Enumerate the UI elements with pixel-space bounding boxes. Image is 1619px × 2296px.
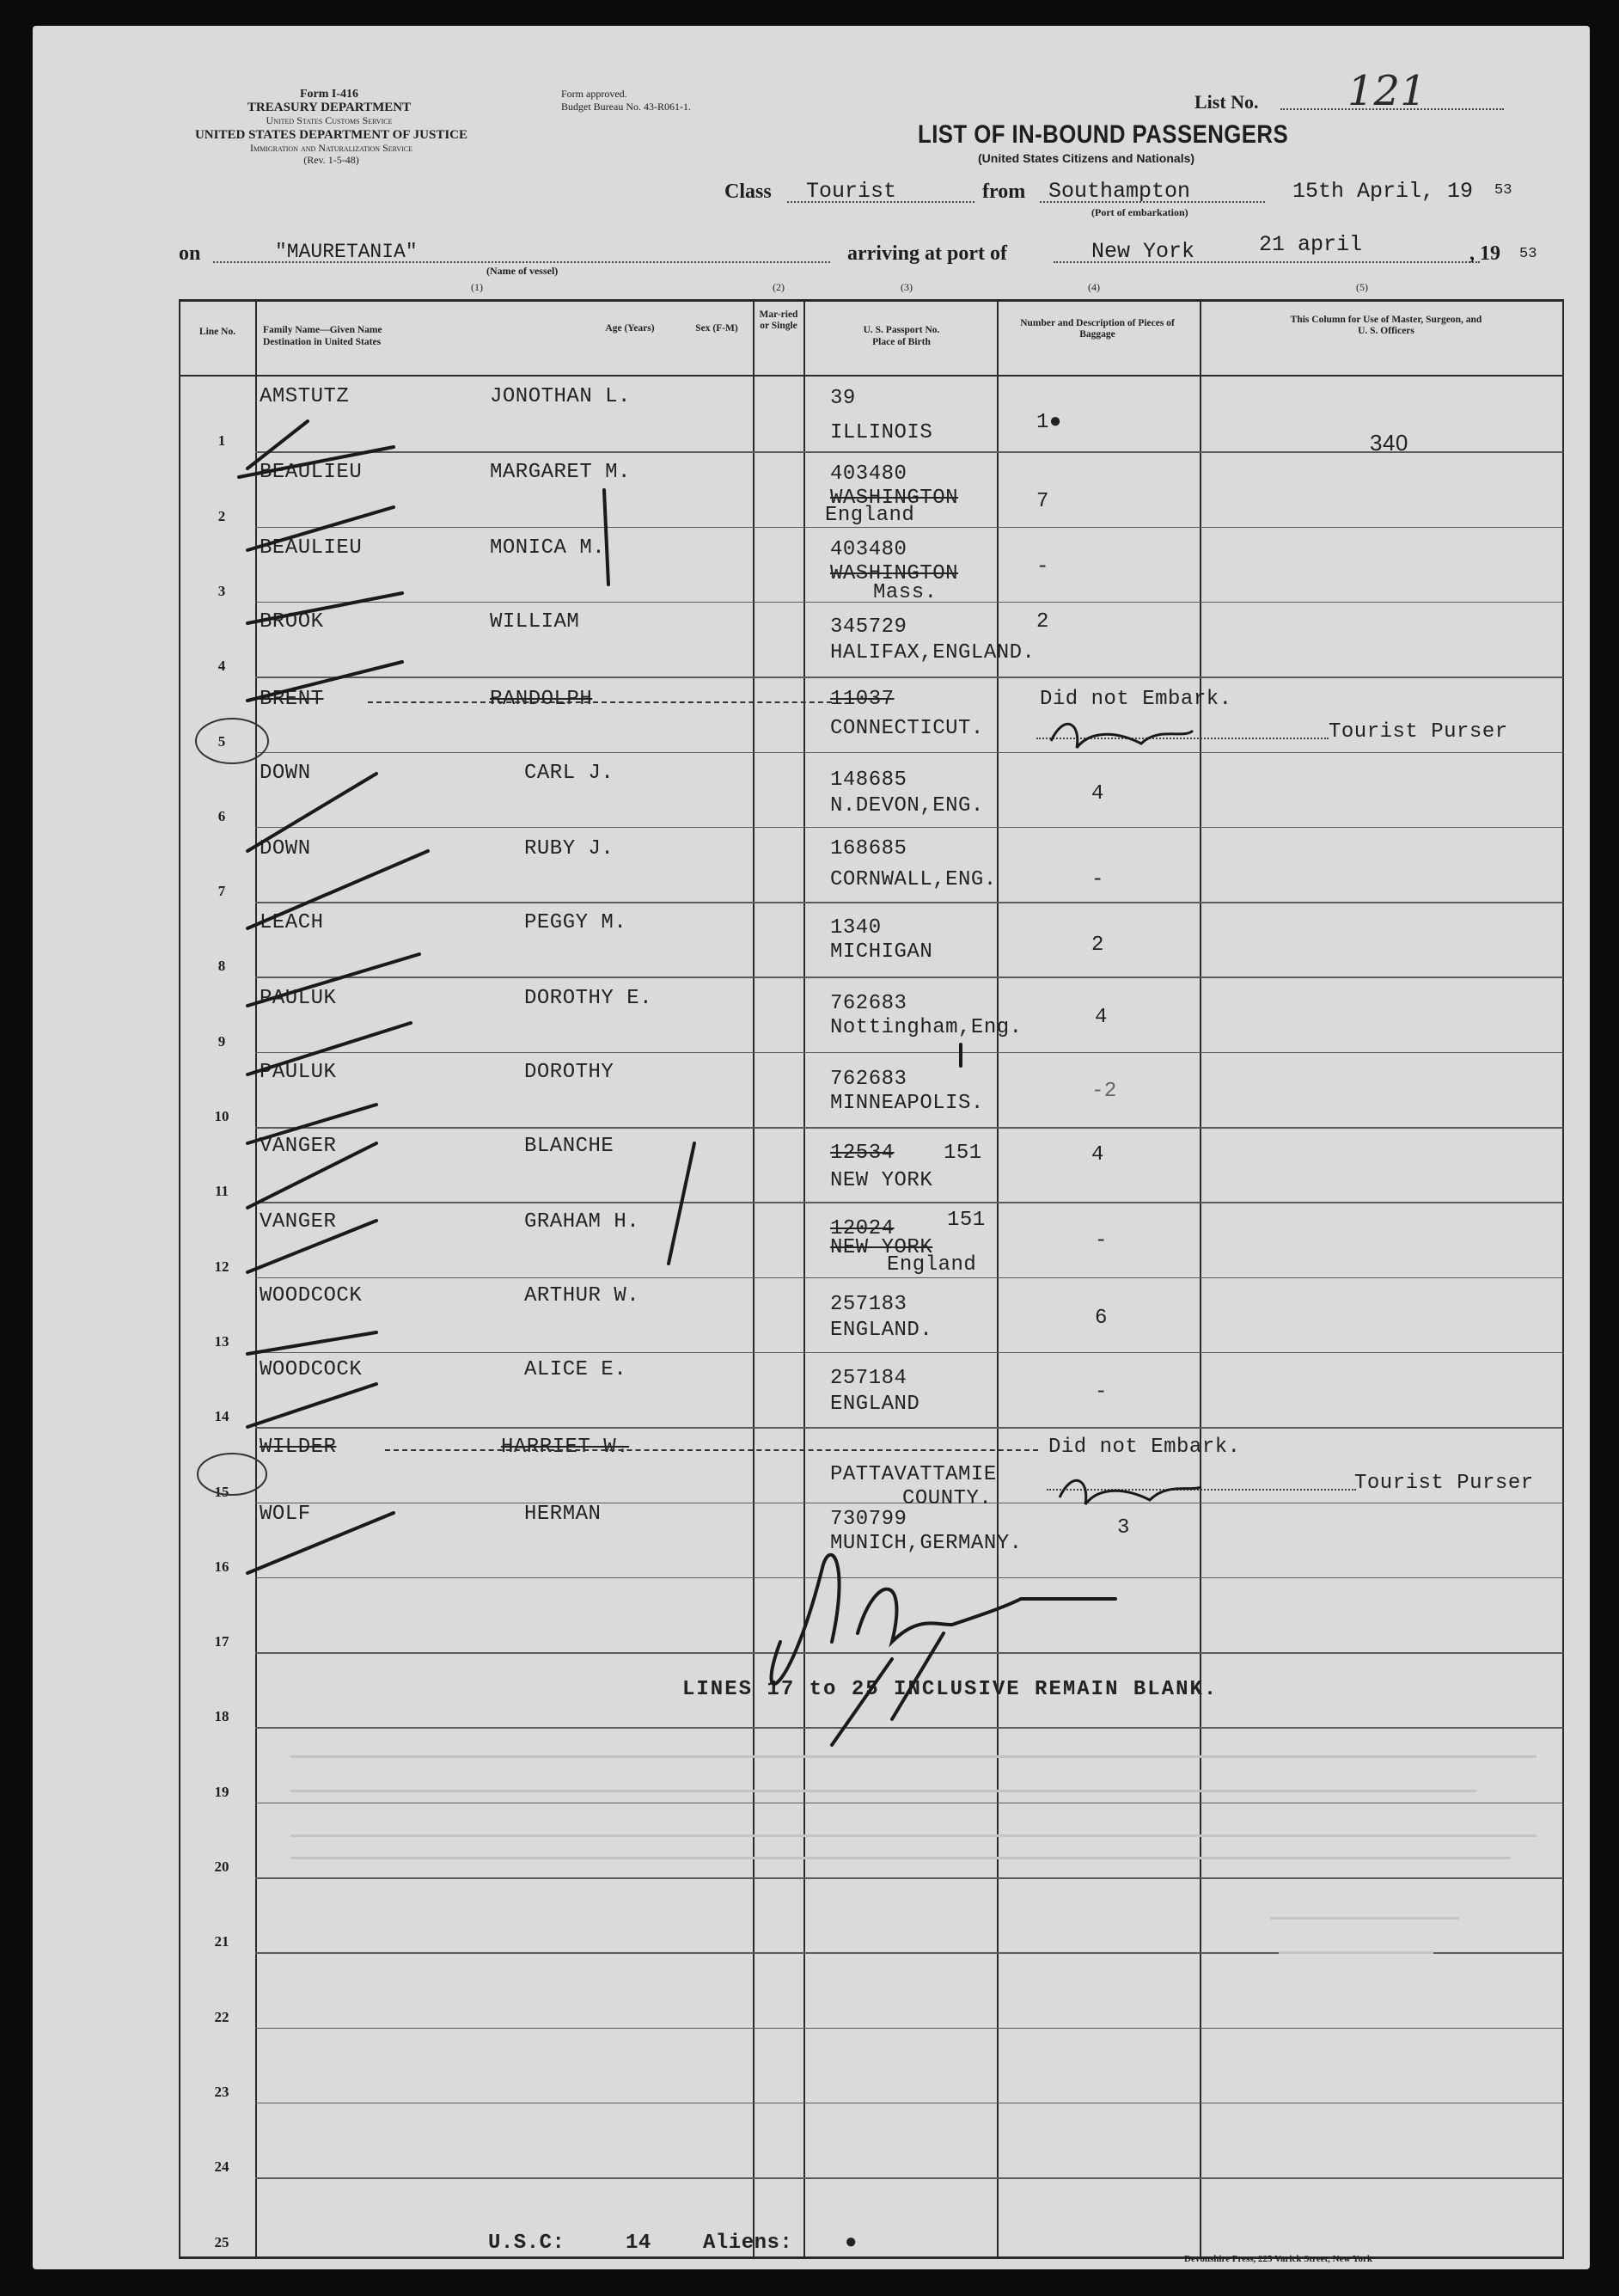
form-title: LIST OF IN-BOUND PASSENGERS — [918, 120, 1289, 149]
passport-no: 403480 — [830, 462, 907, 486]
line-number: 6 — [217, 807, 226, 824]
col-header-married: Mar-ried or Single — [759, 309, 798, 331]
family-name: BEAULIEU — [260, 536, 363, 560]
col-header-officers: This Column for Use of Master, Surgeon, and U. S. Officers — [1290, 315, 1482, 336]
line-number: 4 — [217, 658, 226, 675]
form-approved: Form approved. — [561, 88, 627, 100]
birth-place-struck: WASHINGTON — [830, 562, 959, 585]
line-number: 25 — [214, 2233, 229, 2250]
embarkation-year: 53 — [1494, 182, 1512, 199]
birth-place: MUNICH,GERMANY. — [830, 1532, 1023, 1555]
birth-place: NEW YORK — [830, 1169, 933, 1192]
port-caption: (Port of embarkation) — [1091, 206, 1188, 218]
line-number: 10 — [214, 1108, 229, 1124]
col-header-line-no: Line No. — [199, 327, 236, 337]
col-header-birth: Place of Birth — [872, 337, 931, 347]
baggage: 2 — [1091, 934, 1104, 957]
birth-place: ILLINOIS — [830, 421, 933, 444]
line-number: 23 — [214, 2083, 229, 2100]
birth-place: ENGLAND — [830, 1393, 920, 1416]
col-marker-5: (5) — [1356, 281, 1368, 293]
col-header-passport: U. S. Passport No. — [863, 325, 940, 335]
birth-place-struck: NEW YORK — [830, 1236, 933, 1259]
given-name: RANDOLPH — [490, 688, 593, 711]
status-note: Did not Embark. — [1040, 688, 1232, 711]
col-header-age: Age (Years) — [605, 323, 655, 334]
pencil-check-marks — [33, 26, 1590, 2269]
family-name: BRENT — [260, 688, 324, 711]
officer-note: 340 — [1370, 430, 1408, 456]
check-mark-6 — [247, 774, 376, 851]
aliens-count: ● — [845, 2232, 858, 2255]
line-number: 16 — [214, 1558, 229, 1575]
given-name: PEGGY M. — [524, 911, 627, 934]
line-number: 8 — [217, 958, 226, 975]
printer-imprint: Devonshire Press, 225 Varick Street, New York — [1184, 2254, 1372, 2264]
line-number: 2 — [217, 507, 226, 524]
given-name: CARL J. — [524, 762, 614, 785]
line-number: 3 — [217, 582, 226, 599]
budget-bureau: Budget Bureau No. 43-R061-1. — [561, 101, 691, 113]
birth-place: England — [825, 504, 915, 527]
birth-place: CONNECTICUT. — [830, 717, 984, 740]
passport-no: 257183 — [830, 1293, 907, 1316]
birth-place: PATTAVATTAMIE — [830, 1463, 997, 1486]
line-number: 7 — [217, 883, 226, 900]
purser-signature-15 — [1060, 1480, 1201, 1504]
passport-no: 762683 — [830, 992, 907, 1015]
baggage: - — [1091, 868, 1104, 891]
baggage: 2 — [1036, 610, 1049, 634]
passport-no: 257184 — [830, 1367, 907, 1390]
form-subtitle: (United States Citizens and Nationals) — [978, 151, 1195, 165]
check-mark-4 — [247, 662, 402, 701]
line-number: 17 — [214, 1633, 229, 1650]
vessel-caption: (Name of vessel) — [486, 265, 559, 277]
agency-justice-sub: Immigration and Naturalization Service — [249, 142, 412, 154]
family-name: WOLF — [260, 1503, 311, 1526]
family-name: PAULUK — [260, 987, 337, 1010]
birth-place: HALIFAX,ENGLAND. — [830, 641, 1036, 664]
passport-no: 39 — [830, 387, 856, 410]
line-number: 22 — [214, 2008, 229, 2025]
check-mark-7 — [247, 851, 428, 928]
check-mark-1 — [247, 421, 308, 468]
passport-no: 151 — [944, 1142, 982, 1165]
given-name: DOROTHY — [524, 1061, 614, 1084]
passport-no-struck: 12534 — [830, 1142, 895, 1165]
check-mark-9 — [247, 1023, 411, 1075]
family-name: DOWN — [260, 837, 311, 860]
col-marker-2: (2) — [773, 281, 785, 293]
birth-place: N.DEVON,ENG. — [830, 794, 984, 817]
agency-justice: UNITED STATES DEPARTMENT OF JUSTICE — [194, 128, 468, 142]
passport-no: 151 — [947, 1209, 986, 1232]
given-name: HARRIET W. — [501, 1436, 630, 1459]
birth-place: CORNWALL,ENG. — [830, 868, 997, 891]
given-name: GRAHAM H. — [524, 1210, 640, 1234]
baggage: -2 — [1091, 1080, 1117, 1103]
col-header-destination: Destination in United States — [263, 337, 382, 347]
line-number: 13 — [214, 1332, 229, 1350]
passport-no: 345729 — [830, 615, 907, 639]
given-name: DOROTHY E. — [524, 987, 653, 1010]
baggage: 4 — [1091, 1143, 1104, 1166]
given-name: HERMAN — [524, 1503, 602, 1526]
port-of-embarkation: Southampton — [1048, 179, 1191, 204]
line-number: 19 — [214, 1783, 229, 1800]
tick-row-11 — [669, 1143, 694, 1264]
baggage: - — [1095, 1381, 1108, 1404]
check-mark-16 — [247, 1513, 394, 1573]
col-marker-4: (4) — [1088, 281, 1100, 293]
col-marker-3: (3) — [901, 281, 913, 293]
col-header-baggage: Number and Description of Pieces of Baggage — [1020, 318, 1175, 340]
birth-place: ENGLAND. — [830, 1319, 933, 1342]
line-number: 11 — [214, 1183, 229, 1200]
check-mark-13 — [247, 1332, 376, 1354]
check-mark-8 — [247, 954, 419, 1006]
passport-no: 11037 — [830, 688, 895, 711]
birth-place-struck: WASHINGTON — [830, 487, 959, 510]
check-mark-1b — [239, 447, 394, 477]
baggage: 7 — [1036, 490, 1049, 513]
arriving-label: arriving at port of — [847, 242, 1007, 265]
usc-count: 14 — [626, 2232, 651, 2255]
line-number: 20 — [214, 1858, 229, 1875]
line-number: 15 — [214, 1483, 229, 1500]
line-number: 18 — [214, 1708, 229, 1725]
embarkation-date: 15th April, 19 — [1292, 179, 1474, 204]
tick-row-2 — [604, 490, 608, 585]
blank-lines-remark: LINES 17 to 25 INCLUSIVE REMAIN BLANK. — [682, 1678, 1219, 1701]
passport-no: 168685 — [830, 837, 907, 860]
line-number: 24 — [214, 2158, 229, 2176]
on-label: on — [179, 242, 201, 265]
baggage: - — [1036, 555, 1049, 579]
circle-line-15 — [198, 1454, 266, 1495]
baggage: 1● — [1036, 411, 1062, 434]
given-name: MARGARET M. — [490, 461, 631, 484]
baggage: - — [1095, 1229, 1108, 1252]
birth-place: England — [887, 1253, 977, 1277]
aliens-label: Aliens: — [703, 2232, 793, 2255]
class-label: Class — [724, 181, 772, 203]
family-name: WILDER — [260, 1436, 337, 1459]
form-number: Form I-416 — [299, 88, 359, 101]
purser-signature-5 — [1051, 724, 1193, 748]
check-mark-2 — [247, 507, 394, 550]
passport-no: 148685 — [830, 768, 907, 792]
revision: (Rev. 1-5-48) — [303, 154, 359, 166]
col-header-name: Family Name—Given Name — [263, 325, 382, 335]
given-name: ARTHUR W. — [524, 1284, 640, 1307]
line-number: 12 — [214, 1258, 229, 1275]
check-mark-3 — [247, 593, 402, 623]
birth-place: MICHIGAN — [830, 940, 933, 964]
family-name: PAULUK — [260, 1061, 337, 1084]
manifest-sheet — [33, 26, 1590, 2269]
given-name: ALICE E. — [524, 1358, 627, 1381]
birth-place-cont: COUNTY. — [902, 1487, 993, 1510]
arrival-port: New York — [1091, 239, 1195, 264]
passport-no: 1340 — [830, 916, 882, 940]
family-name: AMSTUTZ — [260, 385, 350, 408]
signer-title: Tourist Purser — [1329, 720, 1508, 744]
arrival-date: 21 april — [1259, 232, 1363, 257]
passport-no-struck: 12024 — [830, 1217, 895, 1240]
birth-place: Nottingham,Eng. — [830, 1016, 1023, 1039]
baggage: 4 — [1091, 782, 1104, 805]
from-label: from — [982, 181, 1026, 203]
given-name: BLANCHE — [524, 1135, 614, 1158]
arrival-year: 53 — [1519, 246, 1537, 262]
list-number: 121 — [1347, 67, 1427, 115]
agency-treasury-sub: United States Customs Service — [266, 114, 393, 126]
given-name: RUBY J. — [524, 837, 614, 860]
family-name: WOODCOCK — [260, 1358, 363, 1381]
status-note: Did not Embark. — [1048, 1436, 1241, 1459]
family-name: VANGER — [260, 1135, 337, 1158]
col-header-sex: Sex (F-M) — [695, 323, 738, 334]
line-number: 9 — [217, 1032, 226, 1050]
check-mark-11 — [247, 1143, 376, 1208]
agency-treasury: TREASURY DEPARTMENT — [247, 101, 412, 114]
list-label: List No. — [1194, 91, 1259, 113]
birth-place: Mass. — [873, 581, 938, 604]
check-mark-14 — [247, 1384, 376, 1427]
baggage: 3 — [1117, 1516, 1130, 1540]
family-name: BROOK — [260, 610, 324, 634]
class-value: Tourist — [806, 179, 897, 204]
family-name: VANGER — [260, 1210, 337, 1234]
passport-no: 762683 — [830, 1068, 907, 1091]
given-name: JONOTHAN L. — [490, 385, 631, 408]
family-name: WOODCOCK — [260, 1284, 363, 1307]
given-name: WILLIAM — [490, 610, 580, 634]
baggage: 6 — [1095, 1307, 1108, 1330]
line-number: 1 — [217, 432, 226, 450]
col-marker-1: (1) — [471, 281, 483, 293]
line-number: 21 — [214, 1933, 229, 1950]
family-name: DOWN — [260, 762, 311, 785]
baggage: 4 — [1095, 1006, 1108, 1029]
circle-line-5 — [196, 719, 268, 763]
passport-no: 403480 — [830, 538, 907, 561]
check-mark-10 — [247, 1105, 376, 1143]
vessel-name: "MAURETANIA" — [275, 241, 418, 263]
family-name: BEAULIEU — [260, 461, 363, 484]
family-name: LEACH — [260, 911, 324, 934]
given-name: MONICA M. — [490, 536, 606, 560]
line-number: 5 — [217, 732, 226, 750]
inspector-signature — [772, 1555, 1115, 1745]
signer-title: Tourist Purser — [1354, 1472, 1534, 1495]
line-number: 14 — [214, 1408, 229, 1425]
birth-place: MINNEAPOLIS. — [830, 1092, 984, 1115]
passport-no: 730799 — [830, 1508, 907, 1531]
check-mark-12 — [247, 1221, 376, 1272]
arrival-year-prefix: , 19 — [1469, 242, 1500, 265]
usc-label: U.S.C: — [488, 2232, 565, 2255]
